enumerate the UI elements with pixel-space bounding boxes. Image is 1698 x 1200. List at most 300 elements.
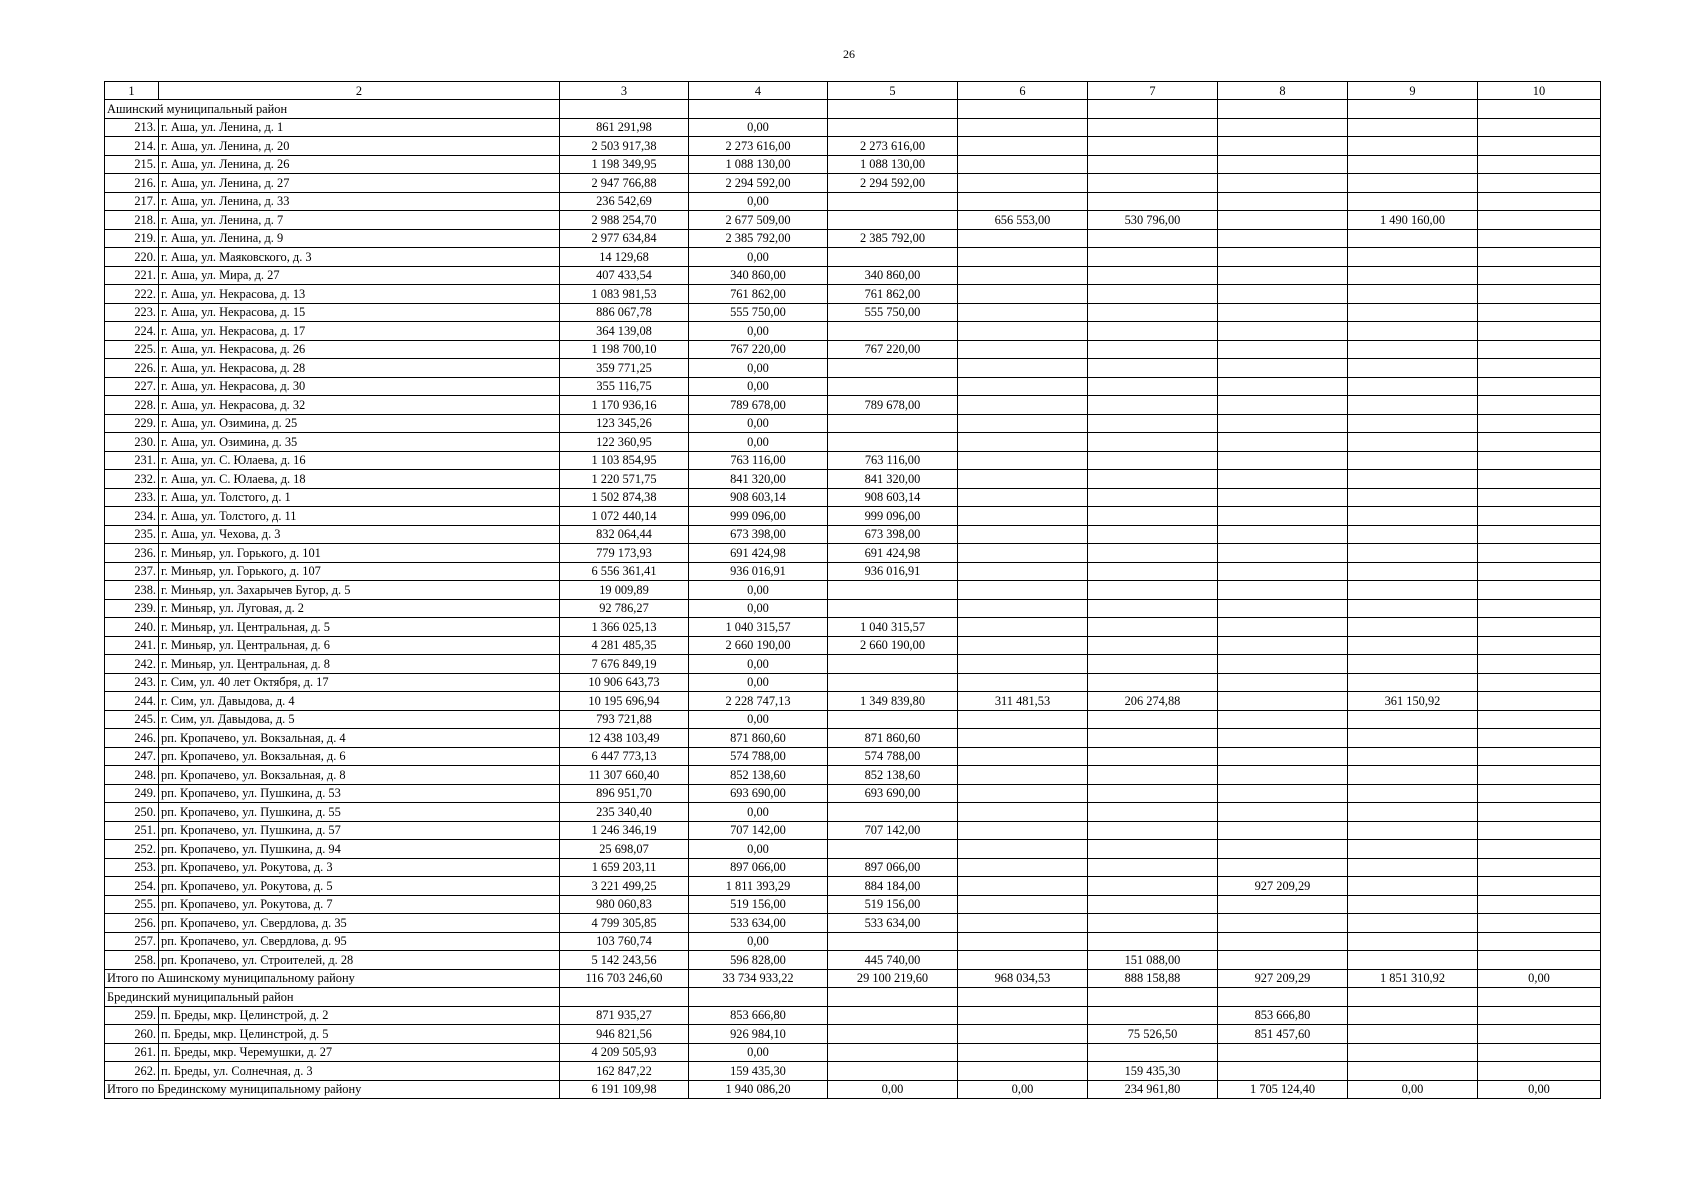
- row-number: 253.: [105, 858, 159, 877]
- table-row: [105, 544, 1601, 563]
- value-cell: [1218, 118, 1348, 137]
- address-cell: г. Аша, ул. С. Юлаева, д. 18: [159, 470, 560, 489]
- value-cell: [1218, 692, 1348, 711]
- value-cell: [828, 359, 958, 378]
- value-cell: [958, 932, 1088, 951]
- address-cell: г. Аша, ул. Озимина, д. 25: [159, 414, 560, 433]
- table-row: [105, 137, 1601, 156]
- value-cell: [1348, 118, 1478, 137]
- value-cell: [1348, 470, 1478, 489]
- value-cell: [1348, 914, 1478, 933]
- value-cell: [1088, 414, 1218, 433]
- value-cell: [828, 840, 958, 859]
- address-cell: г. Миньяр, ул. Горького, д. 107: [159, 562, 560, 581]
- table-row: [105, 840, 1601, 859]
- value-cell: [1478, 766, 1601, 785]
- value-cell: [1348, 285, 1478, 304]
- value-cell: [828, 248, 958, 267]
- value-cell: 0,00: [689, 581, 828, 600]
- table-row: [105, 303, 1601, 322]
- value-cell: 519 156,00: [689, 895, 828, 914]
- value-cell: [1348, 544, 1478, 563]
- value-cell: [1218, 303, 1348, 322]
- total-label: Итого по Ашинскому муниципальному району: [105, 969, 560, 988]
- value-cell: [958, 784, 1088, 803]
- value-cell: [1088, 359, 1218, 378]
- value-cell: [1088, 285, 1218, 304]
- value-cell: [1218, 414, 1348, 433]
- value-cell: [1088, 525, 1218, 544]
- value-cell: [1478, 692, 1601, 711]
- value-cell: 707 142,00: [828, 821, 958, 840]
- value-cell: [1088, 932, 1218, 951]
- value-cell: [1218, 1062, 1348, 1081]
- value-cell: [1478, 618, 1601, 637]
- value-cell: 0,00: [1478, 1080, 1601, 1099]
- table-row: [105, 618, 1601, 637]
- value-cell: [1348, 137, 1478, 156]
- value-cell: [1088, 174, 1218, 193]
- value-cell: 767 220,00: [689, 340, 828, 359]
- row-number: 228.: [105, 396, 159, 415]
- value-cell: [1218, 729, 1348, 748]
- table-row: [105, 229, 1601, 248]
- row-number: 220.: [105, 248, 159, 267]
- value-cell: [828, 1043, 958, 1062]
- value-cell: [1348, 248, 1478, 267]
- value-cell: [1478, 895, 1601, 914]
- value-cell: 234 961,80: [1088, 1080, 1218, 1099]
- value-cell: [828, 673, 958, 692]
- value-cell: [1088, 322, 1218, 341]
- value-cell: [1218, 562, 1348, 581]
- value-cell: 896 951,70: [560, 784, 689, 803]
- value-cell: [1478, 877, 1601, 896]
- value-cell: [828, 710, 958, 729]
- value-cell: [1218, 340, 1348, 359]
- value-cell: [958, 396, 1088, 415]
- table-row: [105, 581, 1601, 600]
- value-cell: [1218, 821, 1348, 840]
- value-cell: 871 860,60: [828, 729, 958, 748]
- value-cell: [1088, 488, 1218, 507]
- address-cell: г. Сим, ул. Давыдова, д. 5: [159, 710, 560, 729]
- value-cell: [1088, 655, 1218, 674]
- value-cell: [958, 507, 1088, 526]
- value-cell: 29 100 219,60: [828, 969, 958, 988]
- value-cell: [1218, 488, 1348, 507]
- value-cell: 999 096,00: [689, 507, 828, 526]
- table-row: [105, 692, 1601, 711]
- address-cell: г. Аша, ул. Некрасова, д. 28: [159, 359, 560, 378]
- value-cell: 1 088 130,00: [689, 155, 828, 174]
- value-cell: 25 698,07: [560, 840, 689, 859]
- value-cell: 0,00: [689, 655, 828, 674]
- value-cell: 340 860,00: [828, 266, 958, 285]
- value-cell: [958, 710, 1088, 729]
- value-cell: 206 274,88: [1088, 692, 1218, 711]
- row-number: 217.: [105, 192, 159, 211]
- value-cell: [958, 451, 1088, 470]
- value-cell: 853 666,80: [1218, 1006, 1348, 1025]
- row-number: 255.: [105, 895, 159, 914]
- value-cell: 407 433,54: [560, 266, 689, 285]
- value-cell: [1478, 359, 1601, 378]
- value-cell: 0,00: [689, 932, 828, 951]
- value-cell: [1478, 858, 1601, 877]
- column-header: 2: [159, 82, 560, 100]
- value-cell: 2 660 190,00: [689, 636, 828, 655]
- row-number: 243.: [105, 673, 159, 692]
- value-cell: [828, 414, 958, 433]
- row-number: 247.: [105, 747, 159, 766]
- value-cell: [1478, 285, 1601, 304]
- value-cell: 884 184,00: [828, 877, 958, 896]
- value-cell: [1348, 951, 1478, 970]
- row-number: 237.: [105, 562, 159, 581]
- value-cell: 311 481,53: [958, 692, 1088, 711]
- value-cell: 596 828,00: [689, 951, 828, 970]
- table-row: [105, 118, 1601, 137]
- table-row: [105, 710, 1601, 729]
- value-cell: [958, 1006, 1088, 1025]
- value-cell: [1348, 359, 1478, 378]
- value-cell: [1088, 470, 1218, 489]
- value-cell: 763 116,00: [689, 451, 828, 470]
- address-cell: п. Бреды, ул. Солнечная, д. 3: [159, 1062, 560, 1081]
- value-cell: 0,00: [689, 673, 828, 692]
- value-cell: [1218, 396, 1348, 415]
- value-cell: 236 542,69: [560, 192, 689, 211]
- value-cell: 1 040 315,57: [828, 618, 958, 637]
- value-cell: [1348, 895, 1478, 914]
- row-number: 226.: [105, 359, 159, 378]
- value-cell: [1088, 192, 1218, 211]
- value-cell: 159 435,30: [689, 1062, 828, 1081]
- value-cell: [1088, 803, 1218, 822]
- value-cell: [958, 414, 1088, 433]
- value-cell: [1478, 932, 1601, 951]
- value-cell: [958, 951, 1088, 970]
- value-cell: 2 988 254,70: [560, 211, 689, 230]
- table-row: [105, 248, 1601, 267]
- value-cell: [1478, 451, 1601, 470]
- row-number: 219.: [105, 229, 159, 248]
- value-cell: [1088, 137, 1218, 156]
- value-cell: [958, 840, 1088, 859]
- value-cell: 1 072 440,14: [560, 507, 689, 526]
- row-number: 215.: [105, 155, 159, 174]
- value-cell: [1218, 1043, 1348, 1062]
- table-row: [105, 858, 1601, 877]
- value-cell: 1 103 854,95: [560, 451, 689, 470]
- value-cell: 1 490 160,00: [1348, 211, 1478, 230]
- value-cell: [828, 932, 958, 951]
- value-cell: [1218, 377, 1348, 396]
- value-cell: [958, 803, 1088, 822]
- value-cell: 936 016,91: [828, 562, 958, 581]
- value-cell: [1348, 507, 1478, 526]
- value-cell: [1088, 433, 1218, 452]
- value-cell: [1348, 192, 1478, 211]
- value-cell: [1478, 192, 1601, 211]
- value-cell: 123 345,26: [560, 414, 689, 433]
- value-cell: [1218, 507, 1348, 526]
- value-cell: 235 340,40: [560, 803, 689, 822]
- value-cell: 0,00: [1348, 1080, 1478, 1099]
- value-cell: 12 438 103,49: [560, 729, 689, 748]
- row-number: 252.: [105, 840, 159, 859]
- address-cell: рп. Кропачево, ул. Пушкина, д. 55: [159, 803, 560, 822]
- value-cell: [1088, 266, 1218, 285]
- row-number: 250.: [105, 803, 159, 822]
- value-cell: [1348, 525, 1478, 544]
- value-cell: 691 424,98: [828, 544, 958, 563]
- value-cell: [1348, 303, 1478, 322]
- column-header: 7: [1088, 82, 1218, 100]
- address-cell: г. Аша, ул. Некрасова, д. 30: [159, 377, 560, 396]
- value-cell: [958, 488, 1088, 507]
- value-cell: [1218, 581, 1348, 600]
- value-cell: 33 734 933,22: [689, 969, 828, 988]
- value-cell: [1218, 710, 1348, 729]
- row-number: 232.: [105, 470, 159, 489]
- value-cell: [1478, 655, 1601, 674]
- value-cell: [1478, 729, 1601, 748]
- value-cell: [958, 895, 1088, 914]
- value-cell: [1218, 858, 1348, 877]
- value-cell: 4 799 305,85: [560, 914, 689, 933]
- value-cell: [828, 1006, 958, 1025]
- table-row: [105, 377, 1601, 396]
- value-cell: [1348, 1043, 1478, 1062]
- address-cell: г. Аша, ул. Ленина, д. 7: [159, 211, 560, 230]
- row-number: 229.: [105, 414, 159, 433]
- empty-cell: [560, 100, 689, 119]
- value-cell: [1348, 340, 1478, 359]
- row-number: 241.: [105, 636, 159, 655]
- value-cell: [1088, 710, 1218, 729]
- value-cell: 1 366 025,13: [560, 618, 689, 637]
- address-cell: п. Бреды, мкр. Целинстрой, д. 2: [159, 1006, 560, 1025]
- value-cell: [1348, 599, 1478, 618]
- address-cell: г. Аша, ул. Мира, д. 27: [159, 266, 560, 285]
- table-row: [105, 211, 1601, 230]
- value-cell: 0,00: [689, 322, 828, 341]
- value-cell: [1218, 470, 1348, 489]
- value-cell: [1088, 507, 1218, 526]
- value-cell: 2 385 792,00: [828, 229, 958, 248]
- total-label: Итого по Брединскому муниципальному району: [105, 1080, 560, 1099]
- address-cell: г. Миньяр, ул. Центральная, д. 6: [159, 636, 560, 655]
- value-cell: 852 138,60: [828, 766, 958, 785]
- row-number: 240.: [105, 618, 159, 637]
- value-cell: [958, 285, 1088, 304]
- value-cell: 841 320,00: [689, 470, 828, 489]
- value-cell: [1218, 840, 1348, 859]
- table-row: [105, 562, 1601, 581]
- value-cell: 761 862,00: [689, 285, 828, 304]
- value-cell: [958, 1025, 1088, 1044]
- value-cell: [1088, 840, 1218, 859]
- value-cell: [958, 729, 1088, 748]
- value-cell: 946 821,56: [560, 1025, 689, 1044]
- value-cell: 1 940 086,20: [689, 1080, 828, 1099]
- value-cell: 555 750,00: [828, 303, 958, 322]
- value-cell: 10 195 696,94: [560, 692, 689, 711]
- row-number: 218.: [105, 211, 159, 230]
- value-cell: [958, 266, 1088, 285]
- section-row: [105, 100, 1601, 119]
- value-cell: [1218, 229, 1348, 248]
- value-cell: [1088, 1043, 1218, 1062]
- value-cell: [1218, 803, 1348, 822]
- column-header: 8: [1218, 82, 1348, 100]
- value-cell: 0,00: [689, 118, 828, 137]
- address-cell: г. Миньяр, ул. Горького, д. 101: [159, 544, 560, 563]
- value-cell: [1478, 747, 1601, 766]
- value-cell: 2 503 917,38: [560, 137, 689, 156]
- value-cell: [958, 1062, 1088, 1081]
- value-cell: 936 016,91: [689, 562, 828, 581]
- value-cell: 122 360,95: [560, 433, 689, 452]
- value-cell: [958, 544, 1088, 563]
- table-row: [105, 766, 1601, 785]
- address-cell: рп. Кропачево, ул. Строителей, д. 28: [159, 951, 560, 970]
- value-cell: [958, 174, 1088, 193]
- value-cell: [1218, 618, 1348, 637]
- value-cell: [828, 192, 958, 211]
- row-number: 254.: [105, 877, 159, 896]
- value-cell: 1 088 130,00: [828, 155, 958, 174]
- value-cell: [1478, 1025, 1601, 1044]
- value-cell: 2 977 634,84: [560, 229, 689, 248]
- value-cell: 861 291,98: [560, 118, 689, 137]
- value-cell: [1348, 673, 1478, 692]
- value-cell: [958, 877, 1088, 896]
- address-cell: рп. Кропачево, ул. Вокзальная, д. 8: [159, 766, 560, 785]
- value-cell: 0,00: [689, 192, 828, 211]
- value-cell: 927 209,29: [1218, 877, 1348, 896]
- row-number: 216.: [105, 174, 159, 193]
- table-row: [105, 414, 1601, 433]
- value-cell: 779 173,93: [560, 544, 689, 563]
- value-cell: 0,00: [689, 710, 828, 729]
- value-cell: [1478, 840, 1601, 859]
- table-row: [105, 266, 1601, 285]
- value-cell: 2 385 792,00: [689, 229, 828, 248]
- value-cell: [1218, 673, 1348, 692]
- value-cell: 852 138,60: [689, 766, 828, 785]
- row-number: 245.: [105, 710, 159, 729]
- value-cell: [828, 599, 958, 618]
- value-cell: 0,00: [828, 1080, 958, 1099]
- value-cell: [1478, 248, 1601, 267]
- value-cell: 103 760,74: [560, 932, 689, 951]
- value-cell: [1478, 118, 1601, 137]
- value-cell: [1478, 525, 1601, 544]
- value-cell: [958, 618, 1088, 637]
- value-cell: [1478, 396, 1601, 415]
- address-cell: г. Аша, ул. Озимина, д. 35: [159, 433, 560, 452]
- page-number: 26: [843, 47, 855, 61]
- value-cell: [1478, 229, 1601, 248]
- value-cell: 1 811 393,29: [689, 877, 828, 896]
- value-cell: [1088, 673, 1218, 692]
- value-cell: [1348, 266, 1478, 285]
- table-row: [105, 396, 1601, 415]
- value-cell: [1348, 858, 1478, 877]
- value-cell: [1478, 673, 1601, 692]
- value-cell: [958, 377, 1088, 396]
- value-cell: [1088, 340, 1218, 359]
- table-row: [105, 359, 1601, 378]
- value-cell: 2 947 766,88: [560, 174, 689, 193]
- row-number: 214.: [105, 137, 159, 156]
- value-cell: 789 678,00: [828, 396, 958, 415]
- value-cell: [1348, 766, 1478, 785]
- value-cell: [1348, 636, 1478, 655]
- value-cell: [1348, 877, 1478, 896]
- row-number: 251.: [105, 821, 159, 840]
- value-cell: 707 142,00: [689, 821, 828, 840]
- value-cell: [958, 433, 1088, 452]
- value-cell: [1348, 1062, 1478, 1081]
- address-cell: рп. Кропачево, ул. Вокзальная, д. 6: [159, 747, 560, 766]
- address-cell: г. Аша, ул. Ленина, д. 33: [159, 192, 560, 211]
- value-cell: 1 659 203,11: [560, 858, 689, 877]
- value-cell: [1088, 636, 1218, 655]
- value-cell: [958, 673, 1088, 692]
- value-cell: [1478, 562, 1601, 581]
- value-cell: 355 116,75: [560, 377, 689, 396]
- value-cell: 533 634,00: [689, 914, 828, 933]
- value-cell: 2 273 616,00: [828, 137, 958, 156]
- address-cell: рп. Кропачево, ул. Рокутова, д. 5: [159, 877, 560, 896]
- value-cell: [828, 803, 958, 822]
- address-cell: г. Миньяр, ул. Луговая, д. 2: [159, 599, 560, 618]
- value-cell: 361 150,92: [1348, 692, 1478, 711]
- table-row: [105, 507, 1601, 526]
- value-cell: 2 294 592,00: [689, 174, 828, 193]
- address-cell: рп. Кропачево, ул. Пушкина, д. 57: [159, 821, 560, 840]
- address-cell: г. Аша, ул. Ленина, д. 27: [159, 174, 560, 193]
- value-cell: [958, 340, 1088, 359]
- address-cell: г. Аша, ул. Ленина, д. 1: [159, 118, 560, 137]
- column-header: 5: [828, 82, 958, 100]
- value-cell: 871 860,60: [689, 729, 828, 748]
- data-table: [104, 81, 1601, 1099]
- value-cell: [1218, 155, 1348, 174]
- value-cell: 0,00: [689, 1043, 828, 1062]
- value-cell: [958, 192, 1088, 211]
- row-number: 257.: [105, 932, 159, 951]
- row-number: 256.: [105, 914, 159, 933]
- value-cell: [1218, 932, 1348, 951]
- table-row: [105, 599, 1601, 618]
- table-row: [105, 433, 1601, 452]
- value-cell: 853 666,80: [689, 1006, 828, 1025]
- value-cell: 6 191 109,98: [560, 1080, 689, 1099]
- value-cell: [1088, 581, 1218, 600]
- value-cell: [1478, 710, 1601, 729]
- row-number: 231.: [105, 451, 159, 470]
- value-cell: 6 447 773,13: [560, 747, 689, 766]
- row-number: 248.: [105, 766, 159, 785]
- table-row: [105, 192, 1601, 211]
- value-cell: 761 862,00: [828, 285, 958, 304]
- empty-cell: [1088, 100, 1218, 119]
